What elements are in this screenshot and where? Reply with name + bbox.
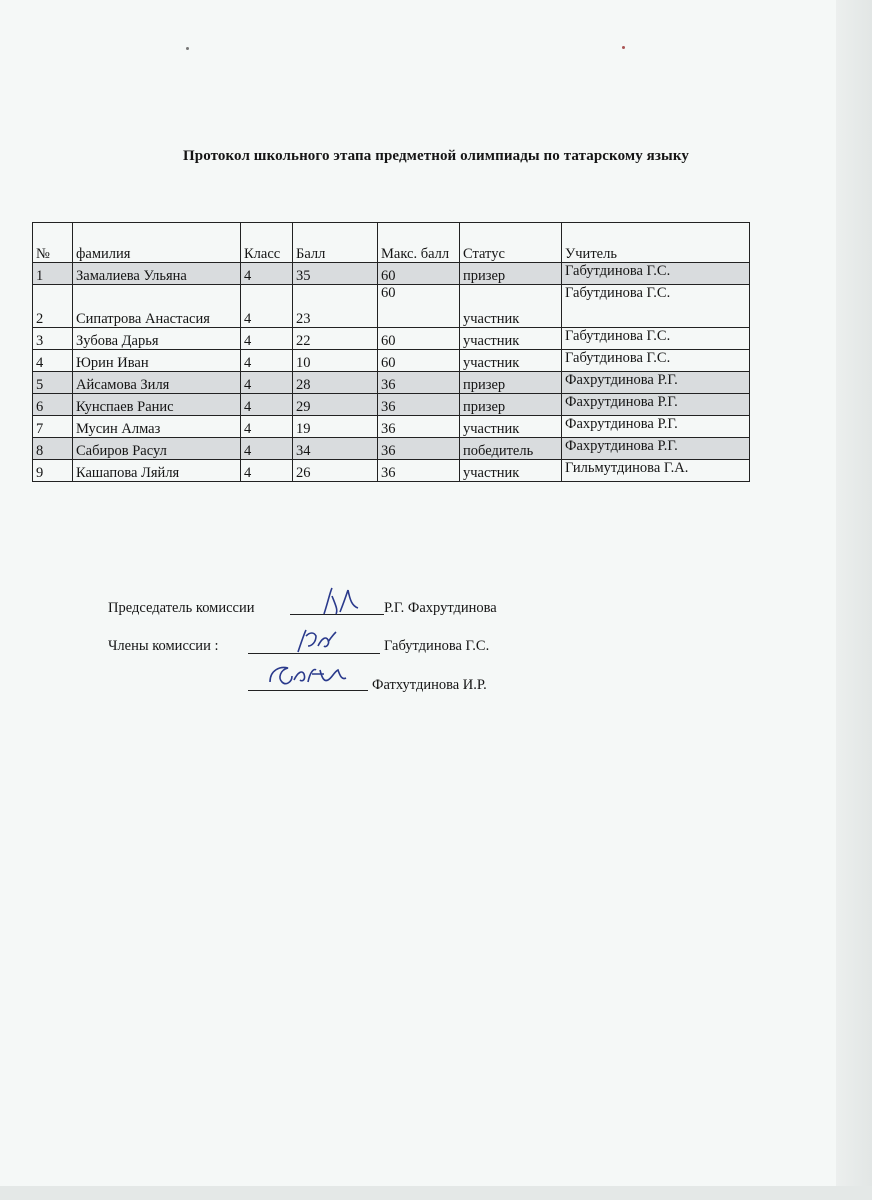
row-max-score: 36 xyxy=(378,416,460,438)
row-score: 10 xyxy=(293,350,378,372)
row-number: 3 xyxy=(33,328,73,350)
row-class: 4 xyxy=(241,350,293,372)
row-number: 6 xyxy=(33,394,73,416)
row-surname: Кунспаев Ранис xyxy=(73,394,241,416)
row-surname: Кашапова Ляйля xyxy=(73,460,241,482)
row-class: 4 xyxy=(241,372,293,394)
row-status: участник xyxy=(460,328,562,350)
table-header-row xyxy=(33,223,750,263)
header-teacher: Учитель xyxy=(562,223,750,263)
row-score: 29 xyxy=(293,394,378,416)
scan-edge-bottom xyxy=(0,1186,872,1200)
row-score: 26 xyxy=(293,460,378,482)
row-max-score: 36 xyxy=(378,460,460,482)
row-surname: Сабиров Расул xyxy=(73,438,241,460)
table-row xyxy=(33,350,750,372)
table-row xyxy=(33,394,750,416)
row-class: 4 xyxy=(241,328,293,350)
member1-signature xyxy=(294,626,340,656)
row-score: 34 xyxy=(293,438,378,460)
scan-speck xyxy=(186,47,189,50)
table-row xyxy=(33,372,750,394)
row-teacher: Фахрутдинова Р.Г. xyxy=(562,372,750,394)
row-teacher: Фахрутдинова Р.Г. xyxy=(562,416,750,438)
row-surname: Сипатрова Анастасия xyxy=(73,285,241,328)
chair-label: Председатель комиссии xyxy=(108,600,255,616)
table-row xyxy=(33,328,750,350)
row-score: 35 xyxy=(293,263,378,285)
row-score: 19 xyxy=(293,416,378,438)
row-class: 4 xyxy=(241,263,293,285)
table-row xyxy=(33,416,750,438)
row-surname: Юрин Иван xyxy=(73,350,241,372)
row-status: участник xyxy=(460,285,562,328)
member1-name: Габутдинова Г.С. xyxy=(384,638,490,654)
row-class: 4 xyxy=(241,438,293,460)
row-class: 4 xyxy=(241,460,293,482)
row-surname: Мусин Алмаз xyxy=(73,416,241,438)
results-table xyxy=(32,222,750,482)
members-label: Члены комиссии : xyxy=(108,638,219,654)
table-row xyxy=(33,460,750,482)
row-teacher: Габутдинова Г.С. xyxy=(562,328,750,350)
row-max-score: 60 xyxy=(378,350,460,372)
row-class: 4 xyxy=(241,416,293,438)
row-status: победитель xyxy=(460,438,562,460)
row-teacher: Фахрутдинова Р.Г. xyxy=(562,394,750,416)
row-status: призер xyxy=(460,372,562,394)
row-status: призер xyxy=(460,263,562,285)
row-surname: Айсамова Зиля xyxy=(73,372,241,394)
row-max-score: 60 xyxy=(378,328,460,350)
header-max-score: Макс. балл xyxy=(378,223,460,263)
row-score: 22 xyxy=(293,328,378,350)
chair-signature xyxy=(318,584,364,618)
row-status: участник xyxy=(460,460,562,482)
row-class: 4 xyxy=(241,285,293,328)
header-class: Класс xyxy=(241,223,293,263)
row-number: 8 xyxy=(33,438,73,460)
scan-edge-right xyxy=(836,0,872,1200)
row-max-score: 36 xyxy=(378,372,460,394)
row-number: 1 xyxy=(33,263,73,285)
row-status: участник xyxy=(460,350,562,372)
scan-speck xyxy=(622,46,625,49)
row-number: 5 xyxy=(33,372,73,394)
row-number: 9 xyxy=(33,460,73,482)
row-score: 28 xyxy=(293,372,378,394)
member2-signature xyxy=(266,660,348,692)
header-surname: фамилия xyxy=(73,223,241,263)
row-surname: Зубова Дарья xyxy=(73,328,241,350)
table-row xyxy=(33,438,750,460)
row-teacher: Гильмутдинова Г.А. xyxy=(562,460,750,482)
row-number: 4 xyxy=(33,350,73,372)
row-number: 7 xyxy=(33,416,73,438)
table-row xyxy=(33,285,750,328)
row-max-score: 36 xyxy=(378,438,460,460)
table-row xyxy=(33,263,750,285)
row-class: 4 xyxy=(241,394,293,416)
header-number: № xyxy=(33,223,73,263)
row-teacher: Габутдинова Г.С. xyxy=(562,350,750,372)
row-teacher: Фахрутдинова Р.Г. xyxy=(562,438,750,460)
row-teacher: Габутдинова Г.С. xyxy=(562,263,750,285)
row-max-score: 60 xyxy=(378,285,460,328)
page-title: Протокол школьного этапа предметной олимпиады по татарскому языку xyxy=(183,148,689,164)
member2-name: Фатхутдинова И.Р. xyxy=(372,677,487,693)
row-status: призер xyxy=(460,394,562,416)
row-max-score: 60 xyxy=(378,263,460,285)
row-score: 23 xyxy=(293,285,378,328)
row-teacher: Габутдинова Г.С. xyxy=(562,285,750,328)
chair-name: Р.Г. Фахрутдинова xyxy=(384,600,497,616)
row-status: участник xyxy=(460,416,562,438)
header-score: Балл xyxy=(293,223,378,263)
header-status: Статус xyxy=(460,223,562,263)
row-number: 2 xyxy=(33,285,73,328)
row-max-score: 36 xyxy=(378,394,460,416)
row-surname: Замалиева Ульяна xyxy=(73,263,241,285)
